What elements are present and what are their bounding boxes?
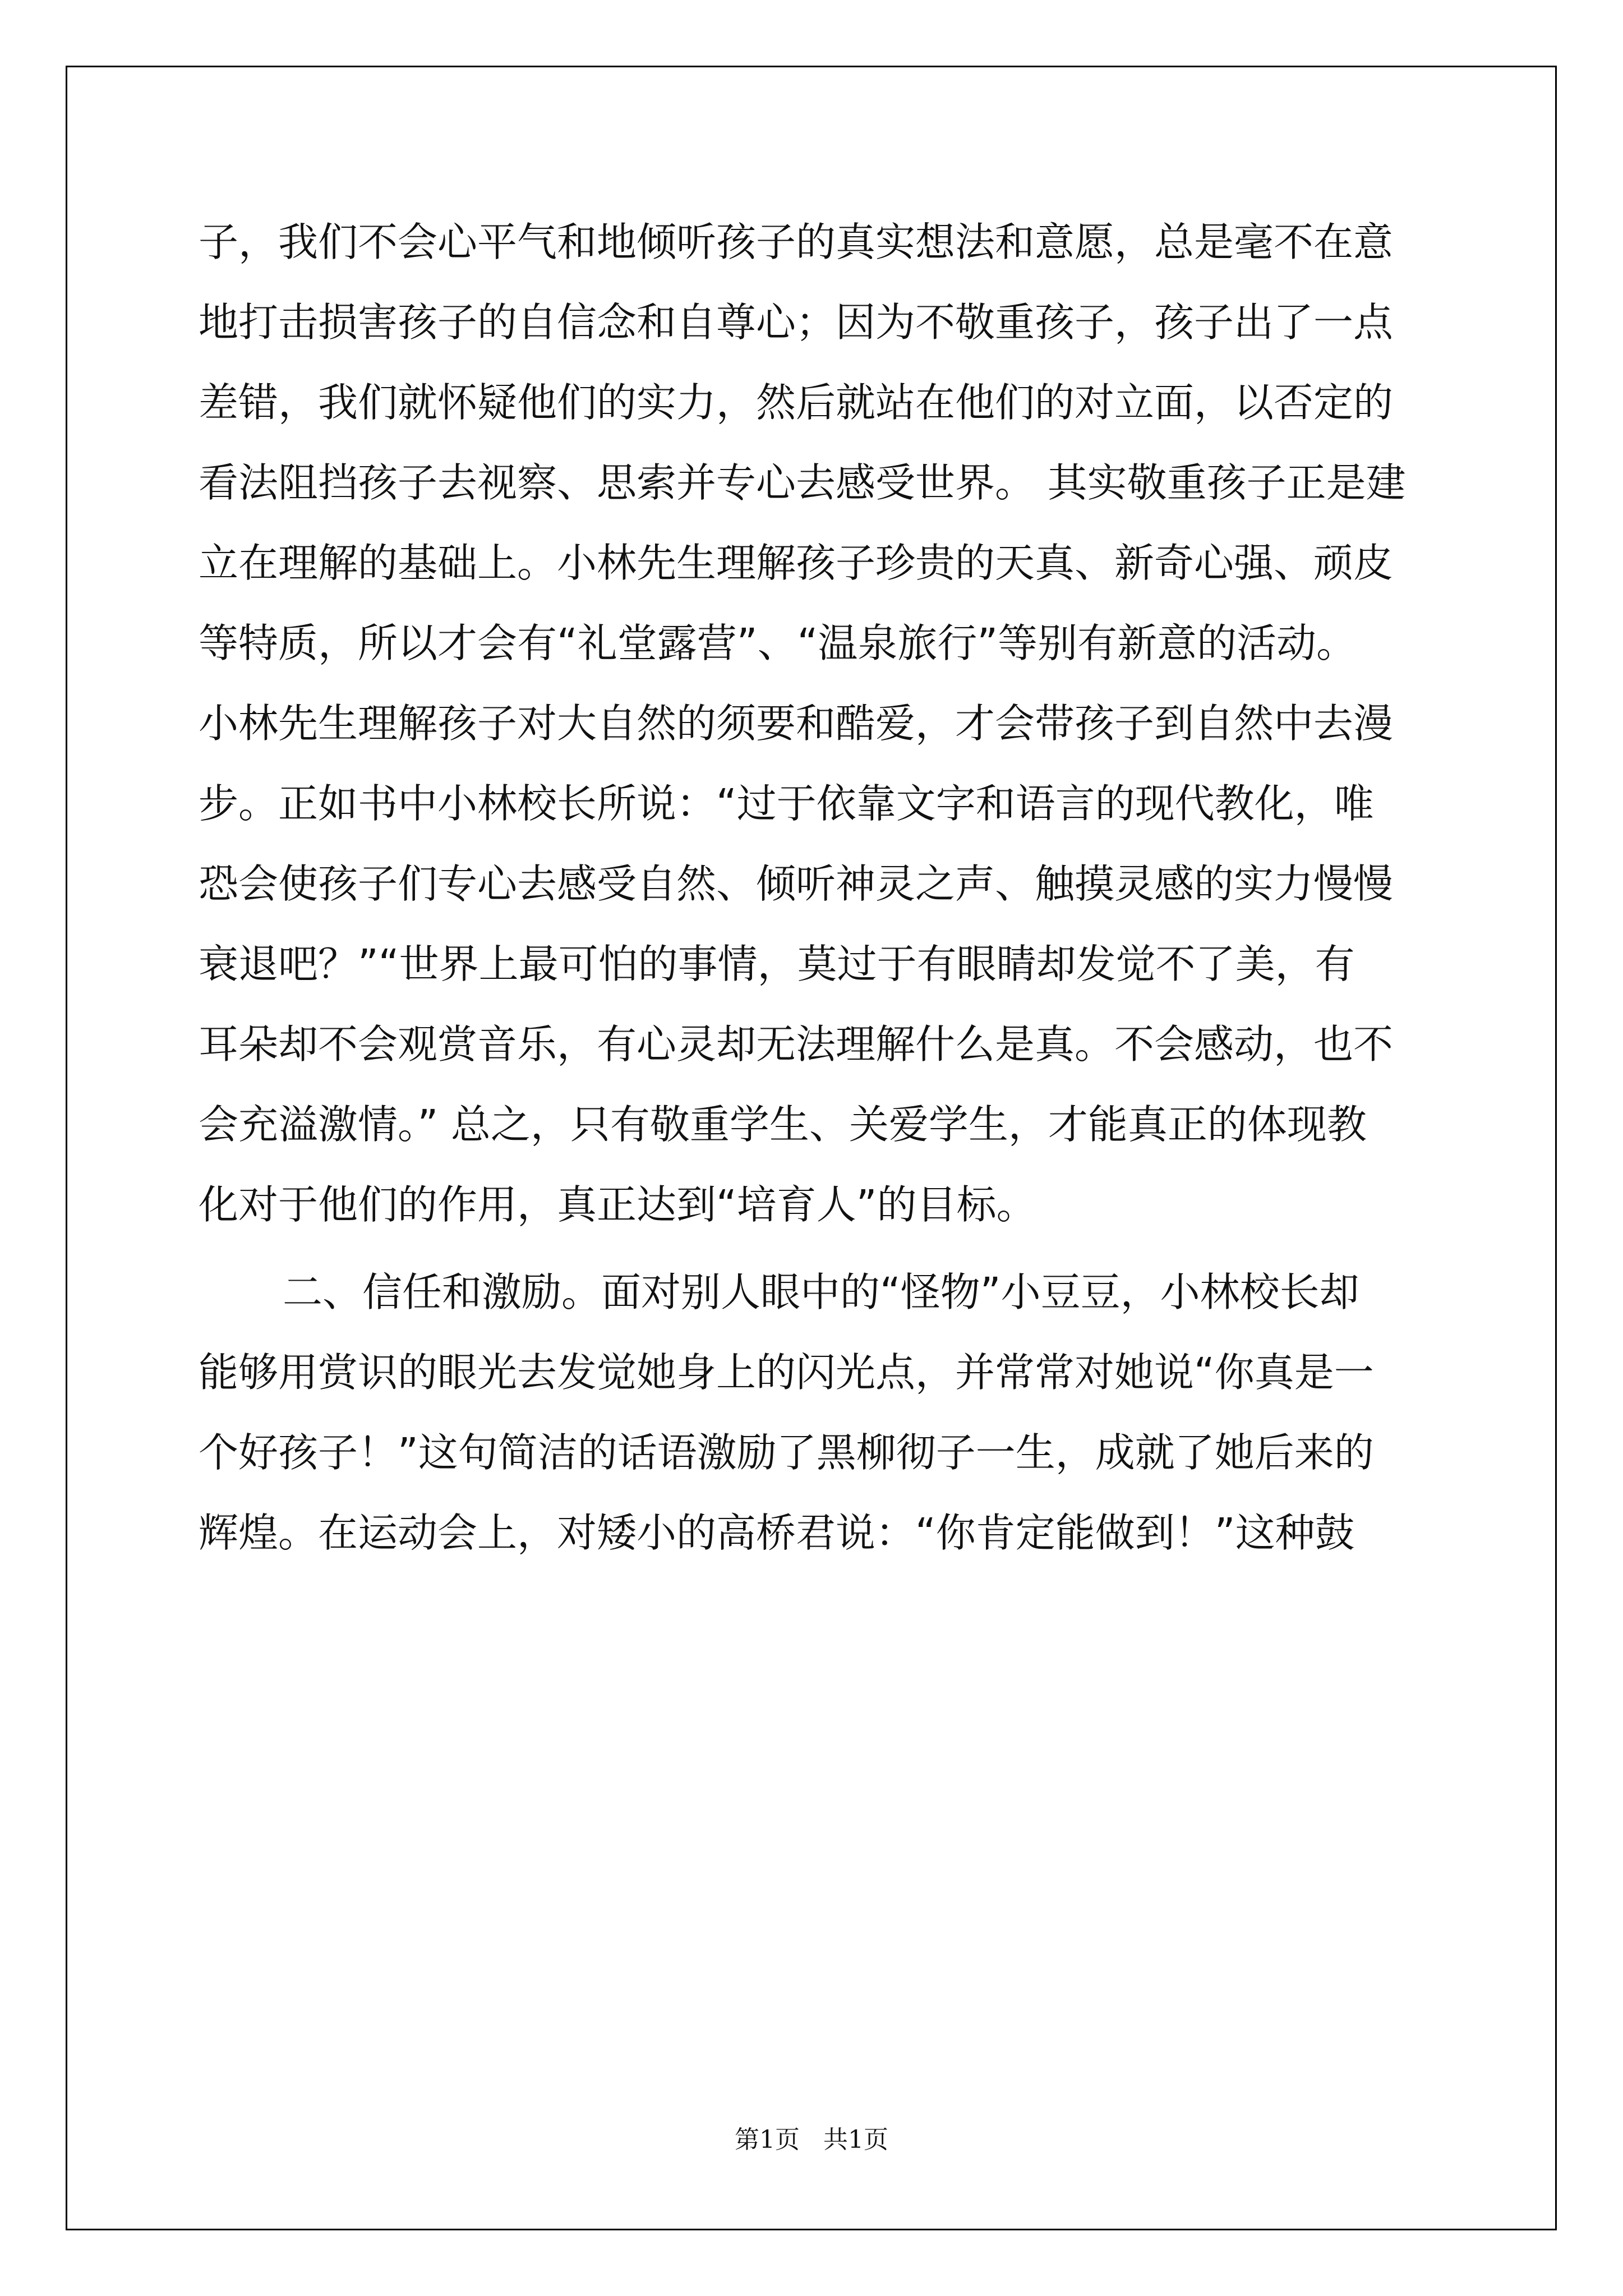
total-pages-label: 共1页: [823, 2125, 888, 2154]
text-line: 恐会使孩子们专心去感受自然、倾听神灵之声、触摸灵感的实力慢慢: [199, 861, 1394, 907]
text-line: 看法阻挡孩子去视察、思索并专心去感受世界。 其实敬重孩子正是建: [199, 459, 1406, 506]
page-number-label: 第1页: [735, 2125, 800, 2154]
text-line: 辉煌。在运动会上，对矮小的高桥君说：“你肯定能做到！”这种鼓: [199, 1510, 1355, 1556]
page-footer: [0, 2123, 1623, 2157]
text-line: 步。正如书中小林校长所说：“过于依靠文字和语言的现代教化，唯: [199, 780, 1374, 827]
text-line: 能够用赏识的眼光去发觉她身上的闪光点，并常常对她说“你真是一: [199, 1349, 1374, 1396]
text-line: 地打击损害孩子的自信念和自尊心；因为不敬重孩子，孩子出了一点: [199, 299, 1394, 346]
text-line: 二、信任和激励。面对别人眼中的“怪物”小豆豆，小林校长却: [283, 1269, 1359, 1315]
paragraph-2: [199, 1252, 1455, 1573]
text-line: 会充溢激情。” 总之，只有敬重学生、关爱学生，才能真正的体现教: [199, 1101, 1367, 1148]
text-line: 小林先生理解孩子对大自然的须要和酷爱，才会带孩子到自然中去漫: [199, 700, 1394, 747]
text-line: 差错，我们就怀疑他们的实力，然后就站在他们的对立面，以否定的: [199, 379, 1394, 426]
text-line: 立在理解的基础上。小林先生理解孩子珍贵的天真、新奇心强、顽皮: [199, 540, 1394, 586]
paragraph-1: [199, 202, 1455, 1245]
footer-spacer: [800, 2125, 823, 2154]
text-line: 个好孩子！”这句简洁的话语激励了黑柳彻子一生，成就了她后来的: [199, 1429, 1374, 1476]
text-line: 耳朵却不会观赏音乐，有心灵却无法理解什么是真。不会感动，也不: [199, 1021, 1394, 1068]
paragraph-gap: [199, 1245, 1455, 1252]
text-line: 衰退吧？”“世界上最可怕的事情，莫过于有眼睛却发觉不了美，有: [199, 941, 1355, 987]
text-line: 化对于他们的作用，真正达到“培育人”的目标。: [199, 1181, 1036, 1228]
text-line: 子，我们不会心平气和地倾听孩子的真实想法和意愿，总是毫不在意: [199, 219, 1394, 265]
document-body: [199, 202, 1455, 1573]
text-line: 等特质，所以才会有“礼堂露营”、“温泉旅行”等别有新意的活动。: [199, 620, 1357, 666]
